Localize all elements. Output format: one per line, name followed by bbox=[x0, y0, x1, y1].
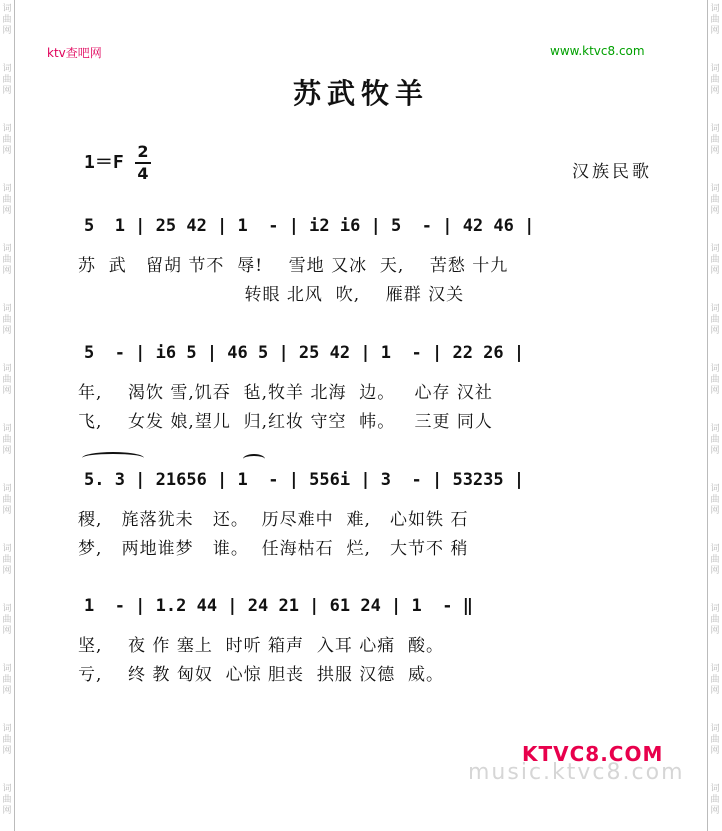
right-edge-line bbox=[707, 0, 708, 831]
footer-watermark: music.ktvc8.com bbox=[468, 760, 685, 785]
song-title: 苏武牧羊 bbox=[292, 77, 429, 110]
time-denominator: 4 bbox=[137, 164, 149, 183]
side-watermark: 词曲网 bbox=[2, 304, 12, 336]
lyric-line-4-verse-2: 亏, 终 教 匈奴 心惊 胆丧 拱服 汉德 威。 bbox=[78, 665, 445, 685]
side-watermark: 词曲网 bbox=[710, 784, 720, 816]
lyric-line-2-verse-2: 飞, 女发 娘,望儿 归,红妆 守空 帏。 三更 同人 bbox=[78, 412, 493, 432]
side-watermark: 词曲网 bbox=[710, 4, 720, 36]
left-watermark-column bbox=[0, 0, 14, 831]
side-watermark: 词曲网 bbox=[2, 484, 12, 516]
side-watermark: 词曲网 bbox=[2, 724, 12, 756]
side-watermark: 词曲网 bbox=[2, 664, 12, 696]
footer-logo: KTVC8.COM bbox=[522, 742, 664, 766]
side-watermark: 词曲网 bbox=[710, 244, 720, 276]
lyric-line-2-verse-1: 年, 渴饮 雪,饥吞 毡,牧羊 北海 边。 心存 汉社 bbox=[78, 383, 493, 403]
side-watermark: 词曲网 bbox=[2, 784, 12, 816]
side-watermark: 词曲网 bbox=[710, 664, 720, 696]
side-watermark: 词曲网 bbox=[2, 604, 12, 636]
notation-line-1: 5 1 | 25 42 | 1 - | i2 i6 | 5 - | 42 46 | bbox=[84, 216, 535, 236]
side-watermark: 词曲网 bbox=[2, 184, 12, 216]
lyric-line-4-verse-1: 坚, 夜 作 塞上 时听 箱声 入耳 心痛 酸。 bbox=[78, 636, 445, 656]
side-watermark: 词曲网 bbox=[2, 124, 12, 156]
site-name-left: ktv查吧网 bbox=[47, 46, 102, 60]
lyric-line-1-verse-2: 转眼 北风 吹, 雁群 汉关 bbox=[78, 285, 465, 305]
side-watermark: 词曲网 bbox=[2, 364, 12, 396]
side-watermark: 词曲网 bbox=[2, 244, 12, 276]
side-watermark: 词曲网 bbox=[2, 4, 12, 36]
side-watermark: 词曲网 bbox=[710, 424, 720, 456]
right-watermark-column bbox=[708, 0, 722, 831]
side-watermark: 词曲网 bbox=[710, 184, 720, 216]
side-watermark: 词曲网 bbox=[710, 604, 720, 636]
time-signature bbox=[135, 143, 151, 183]
side-watermark: 词曲网 bbox=[710, 124, 720, 156]
genre-label: 汉族民歌 bbox=[572, 162, 652, 182]
site-url-right: www.ktvc8.com bbox=[550, 44, 645, 58]
left-edge-line bbox=[14, 0, 15, 831]
slur-mark bbox=[243, 454, 265, 464]
side-watermark: 词曲网 bbox=[710, 544, 720, 576]
lyric-line-3-verse-1: 稷, 旄落犹未 还。 历尽难中 难, 心如铁 石 bbox=[78, 510, 469, 530]
side-watermark: 词曲网 bbox=[2, 544, 12, 576]
side-watermark: 词曲网 bbox=[710, 484, 720, 516]
side-watermark: 词曲网 bbox=[710, 724, 720, 756]
lyric-line-1-verse-1: 苏 武 留胡 节不 辱! 雪地 又冰 天, 苦愁 十九 bbox=[78, 256, 509, 276]
notation-line-2: 5 - | i6 5 | 46 5 | 25 42 | 1 - | 22 26 | bbox=[84, 343, 525, 363]
time-numerator: 2 bbox=[137, 142, 149, 161]
side-watermark: 词曲网 bbox=[710, 364, 720, 396]
lyric-line-3-verse-2: 梦, 两地谁梦 谁。 任海枯石 烂, 大节不 稍 bbox=[78, 539, 469, 559]
notation-line-3: 5. 3 | 21656 | 1 - | 556i | 3 - | 53235 | bbox=[84, 470, 525, 490]
side-watermark: 词曲网 bbox=[710, 304, 720, 336]
slur-mark bbox=[82, 452, 144, 464]
side-watermark: 词曲网 bbox=[2, 424, 12, 456]
side-watermark: 词曲网 bbox=[2, 64, 12, 96]
side-watermark: 词曲网 bbox=[710, 64, 720, 96]
key-signature: 1＝F bbox=[84, 152, 124, 173]
notation-line-4: 1 - | 1.2 44 | 24 21 | 61 24 | 1 - ‖ bbox=[84, 596, 473, 616]
